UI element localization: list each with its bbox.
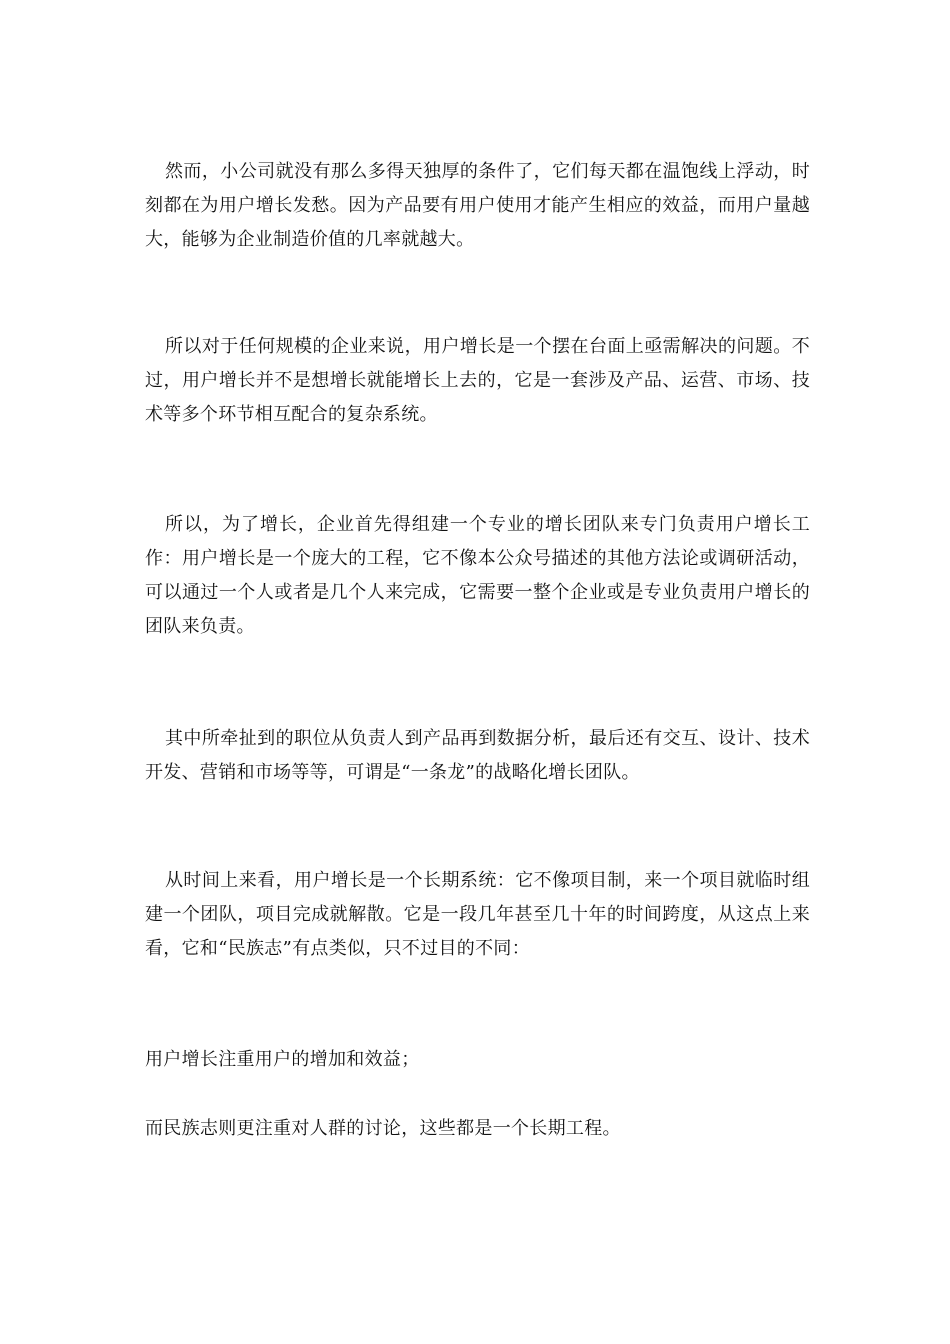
paragraph-7: 而民族志则更注重对人群的讨论，这些都是一个长期工程。 (145, 1118, 621, 1139)
paragraph-1: 然而，小公司就没有那么多得天独厚的条件了，它们每天都在温饱线上浮动，时刻都在为用户增长发愁。因为产品要有用户使用才能产生相应的效益，而用户量越大，能够为企业制造价值的几率就越大。 (145, 161, 810, 250)
paragraph-5: 从时间上来看，用户增长是一个长期系统：它不像项目制，来一个项目就临时组建一个团队，项目完成就解散。它是一段几年甚至几十年的时间跨度，从这点上来看，它和“民族志”有点类似，只不过目的不同： (145, 870, 810, 959)
paragraph-4: 其中所牵扯到的职位从负责人到产品再到数据分析，最后还有交互、设计、技术开发、营销和市场等等，可谓是“一条龙”的战略化增长团队。 (145, 728, 810, 783)
paragraph-6: 用户增长注重用户的增加和效益； (145, 1049, 420, 1070)
paragraph-2: 所以对于任何规模的企业来说，用户增长是一个摆在台面上亟需解决的问题。不过，用户增长并不是想增长就能增长上去的，它是一套涉及产品、运营、市场、技术等多个环节相互配合的复杂系统。 (145, 336, 810, 425)
paragraph-3: 所以，为了增长，企业首先得组建一个专业的增长团队来专门负责用户增长工作：用户增长是一个庞大的工程，它不像本公众号描述的其他方法论或调研活动，可以通过一个人或者是几个人来完成，它需要一整个企业或是专业负责用户增长的团队来负责。 (145, 514, 810, 637)
